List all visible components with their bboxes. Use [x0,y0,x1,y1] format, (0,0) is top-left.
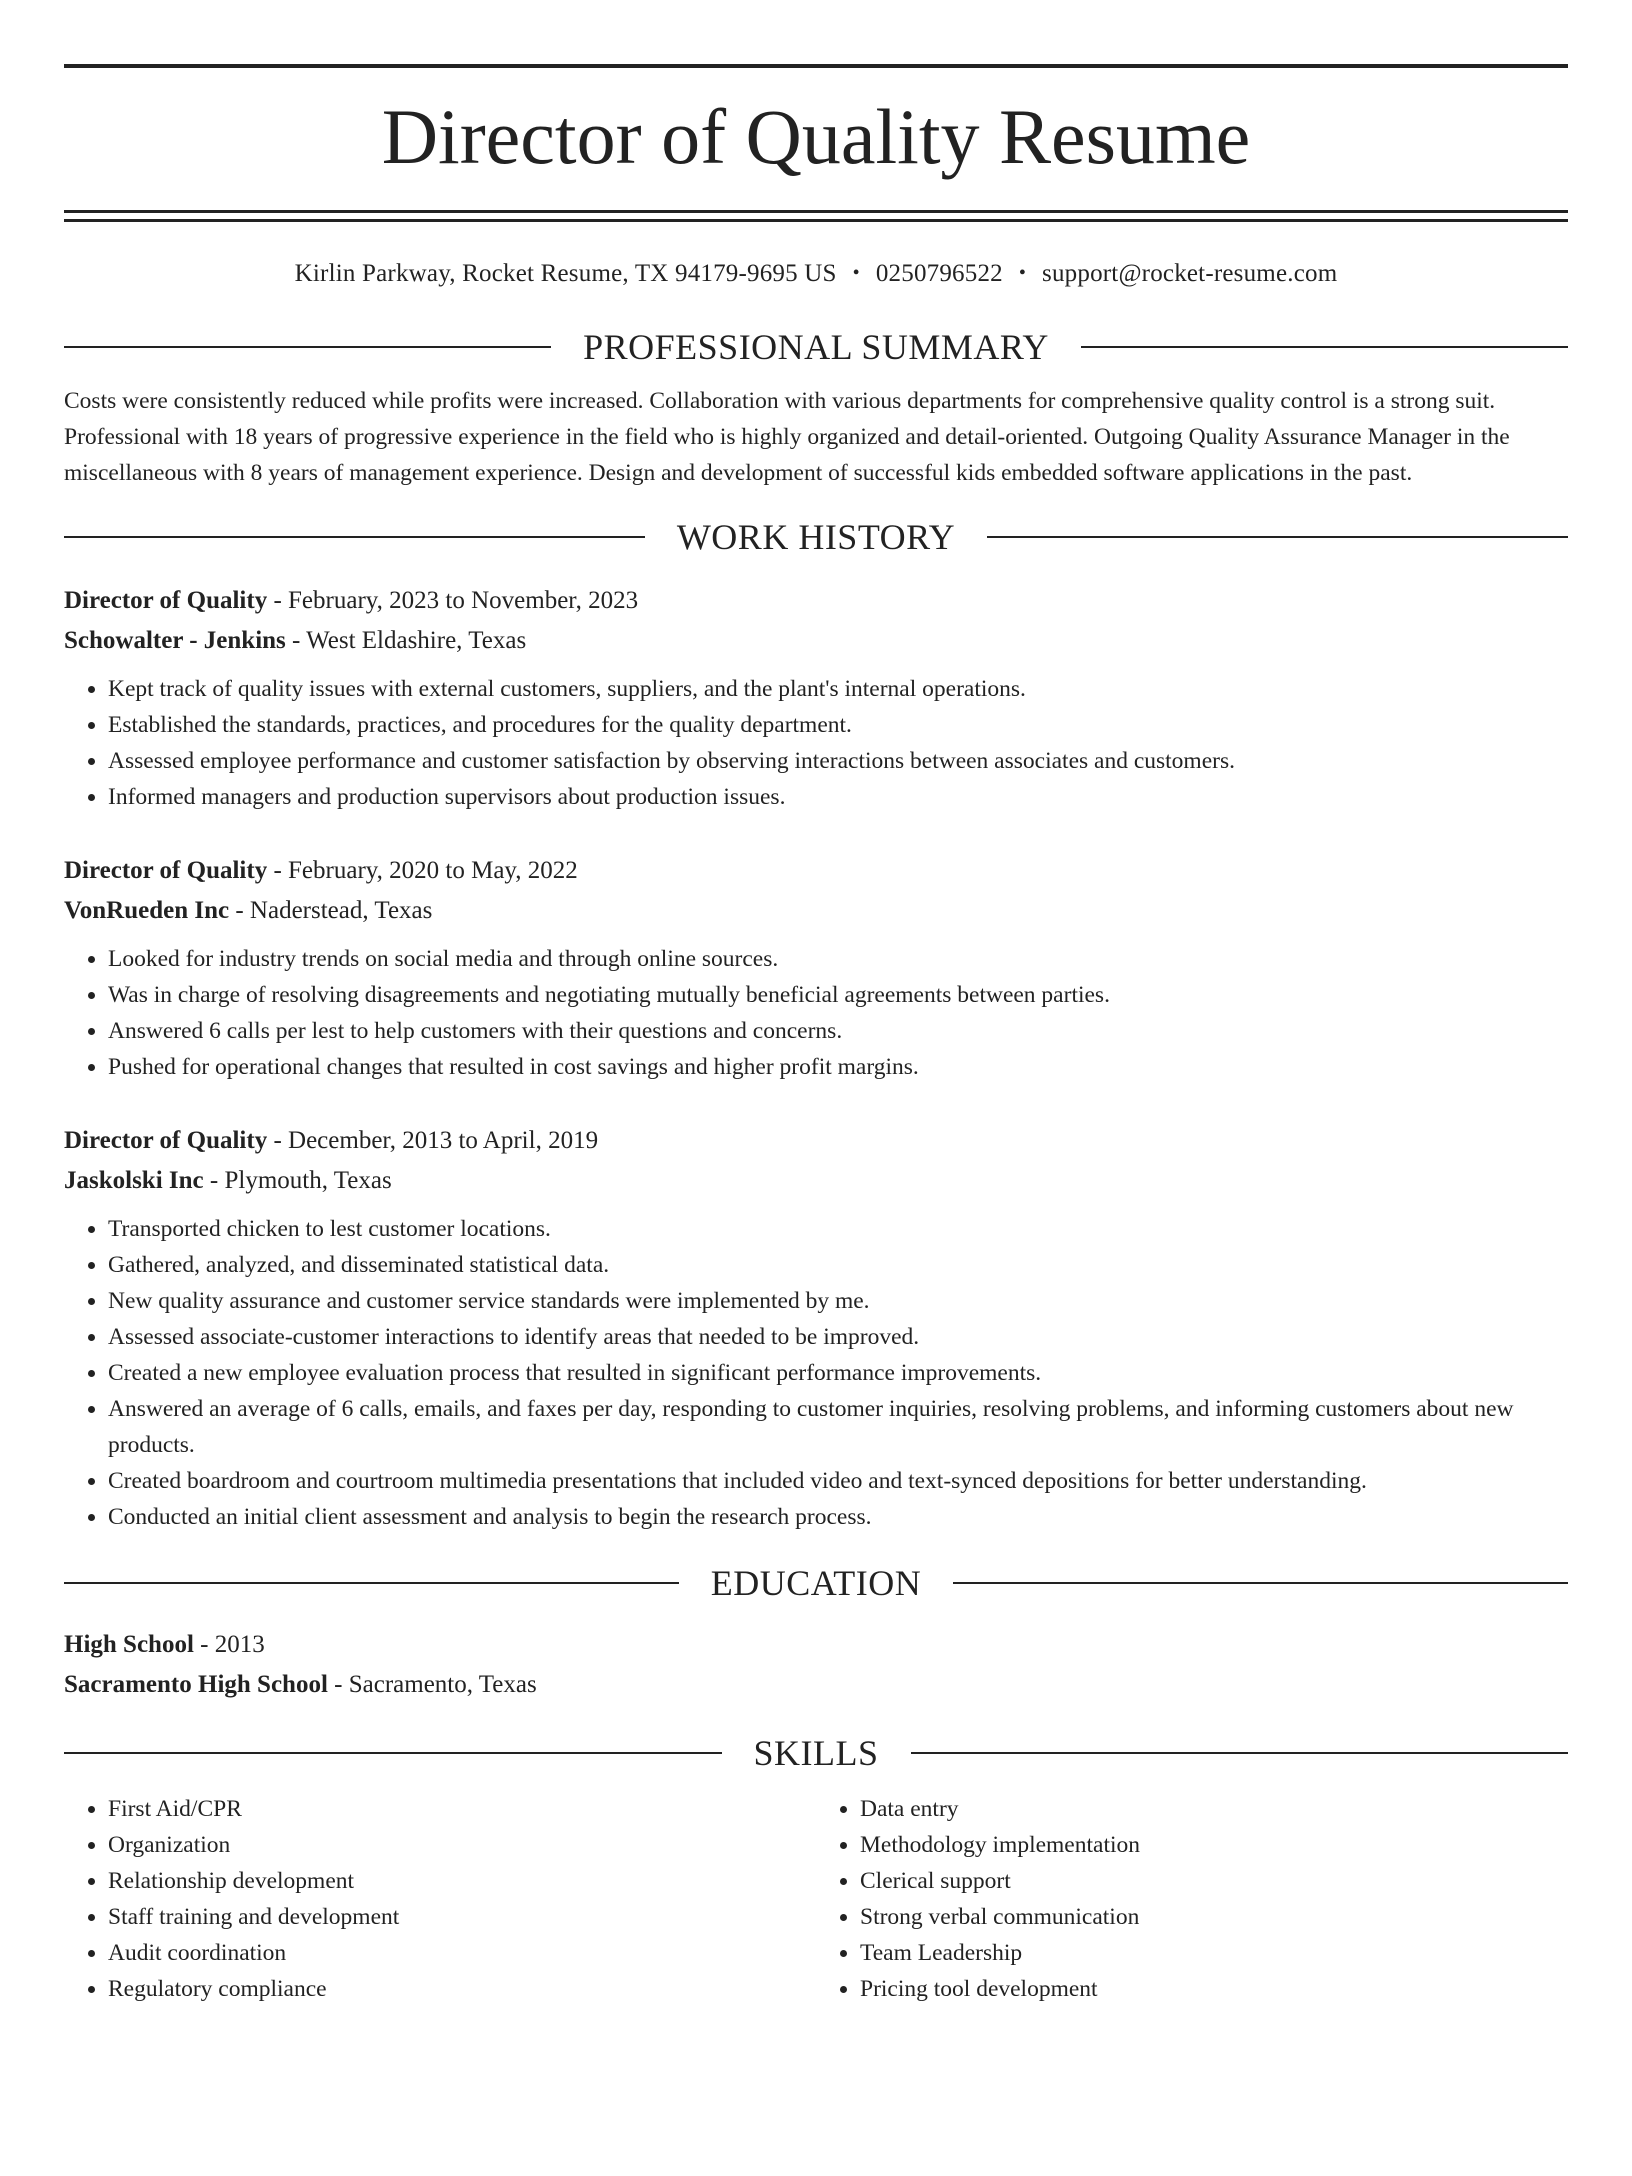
education-year: - 2013 [193,1631,265,1658]
list-item: • Regulatory compliance [108,1971,816,2007]
list-item: • Methodology implementation [860,1827,1568,1863]
heading-rule [64,1752,722,1754]
list-item: • New quality assurance and customer service standards were implemented by me. [108,1283,1568,1319]
list-item: • Kept track of quality issues with external customers, suppliers, and the plant's internal operations. [108,671,1568,707]
job-company-line [64,891,1568,931]
job-entry [64,851,1568,1085]
education-degree: High School [64,1631,194,1658]
list-item: • Gathered, analyzed, and disseminated statistical data. [108,1247,1568,1283]
heading-rule [1081,346,1568,348]
heading-rule [64,1582,679,1584]
job-title-line [64,851,1568,891]
contact-address: Kirlin Parkway, Rocket Resume, TX 94179-9695 US [294,260,837,287]
work-section-heading [64,517,1568,557]
list-item: • Staff training and development [108,1899,816,1935]
list-item: • Pricing tool development [860,1971,1568,2007]
job-dates: - December, 2013 to April, 2019 [267,1127,599,1154]
job-dates: - February, 2020 to May, 2022 [267,857,578,884]
heading-rule [953,1582,1568,1584]
list-item: • First Aid/CPR [108,1791,816,1827]
list-item: • Created a new employee evaluation process that resulted in significant performance improvements. [108,1355,1568,1391]
heading-rule [987,536,1568,538]
education-degree-line [64,1625,1568,1665]
list-item: • Data entry [860,1791,1568,1827]
contact-separator: • [1018,262,1027,284]
summary-heading: PROFESSIONAL SUMMARY [583,327,1049,367]
list-item: • Relationship development [108,1863,816,1899]
resume-page [0,64,1632,2176]
list-item: • Team Leadership [860,1935,1568,1971]
job-dates: - February, 2023 to November, 2023 [267,587,639,614]
job-company: Schowalter - Jenkins [64,627,286,654]
skills-column-left [64,1791,816,2007]
contact-phone: 0250796522 [875,260,1003,287]
list-item: • Answered 6 calls per lest to help customers with their questions and concerns. [108,1013,1568,1049]
resume-title: Director of Quality Resume [381,93,1251,180]
list-item: • Transported chicken to lest customer locations. [108,1211,1568,1247]
skills-list [64,1791,1568,2007]
job-bullets [64,1211,1568,1535]
job-location: - Plymouth, Texas [203,1167,392,1194]
list-item: • Organization [108,1827,816,1863]
list-item: • Clerical support [860,1863,1568,1899]
job-title-line [64,1121,1568,1161]
job-location: - Naderstead, Texas [229,897,433,924]
job-title-line [64,581,1568,621]
education-school-line [64,1665,1568,1705]
list-item: • Established the standards, practices, and procedures for the quality department. [108,707,1568,743]
job-entry [64,1121,1568,1535]
job-bullets [64,941,1568,1085]
job-company-line [64,1161,1568,1201]
heading-rule [64,346,551,348]
job-entry [64,581,1568,815]
education-section-heading [64,1563,1568,1603]
skills-column-right [816,1791,1568,2007]
skills-section-heading [64,1733,1568,1773]
summary-text: Costs were consistently reduced while profits were increased. Collaboration with various departments for comprehensive quality control is a strong suit. Professional with 18 years of progressive experience in the field who is highly organized and detail-oriented. Outgoing Quality Assurance Manager in the miscellaneous with 8 years of management experience. Design and development of successful kids embedded software applications in the past. [64,388,1510,486]
list-item: • Answered an average of 6 calls, emails, and faxes per day, responding to customer inquiries, resolving problems, and informing customers about new products. [108,1391,1568,1463]
list-item: • Pushed for operational changes that resulted in cost savings and higher profit margins. [108,1049,1568,1085]
list-item: • Strong verbal communication [860,1899,1568,1935]
job-title: Director of Quality [64,587,268,614]
job-location: - West Eldashire, Texas [285,627,527,654]
list-item: • Conducted an initial client assessment and analysis to begin the research process. [108,1499,1568,1535]
summary-section-heading [64,327,1568,367]
top-rule [64,64,1568,68]
education-heading: EDUCATION [710,1563,922,1603]
heading-rule [911,1752,1569,1754]
contact-separator: • [852,262,860,284]
job-company: Jaskolski Inc [64,1167,204,1194]
job-company: VonRueden Inc [64,897,230,924]
heading-rule [64,536,645,538]
job-title: Director of Quality [64,857,268,884]
work-heading: WORK HISTORY [676,517,956,557]
list-item: • Assessed associate-customer interactions to identify areas that needed to be improved. [108,1319,1568,1355]
job-title: Director of Quality [64,1127,268,1154]
job-bullets [64,671,1568,815]
list-item: • Audit coordination [108,1935,816,1971]
education-location: - Sacramento, Texas [327,1671,537,1698]
list-item: • Was in charge of resolving disagreements and negotiating mutually beneficial agreements between parties. [108,977,1568,1013]
title-double-rule [64,210,1568,222]
skills-heading: SKILLS [753,1733,879,1773]
list-item: • Assessed employee performance and customer satisfaction by observing interactions between associates and customers. [108,743,1568,779]
list-item: • Informed managers and production supervisors about production issues. [108,779,1568,815]
education-entry [64,1625,1568,1705]
contact-line [64,258,1568,289]
list-item: • Looked for industry trends on social media and through online sources. [108,941,1568,977]
job-company-line [64,621,1568,661]
education-school: Sacramento High School [64,1671,328,1698]
contact-email: support@rocket-resume.com [1042,260,1338,287]
list-item: • Created boardroom and courtroom multimedia presentations that included video and text-synced depositions for better understanding. [108,1463,1568,1499]
